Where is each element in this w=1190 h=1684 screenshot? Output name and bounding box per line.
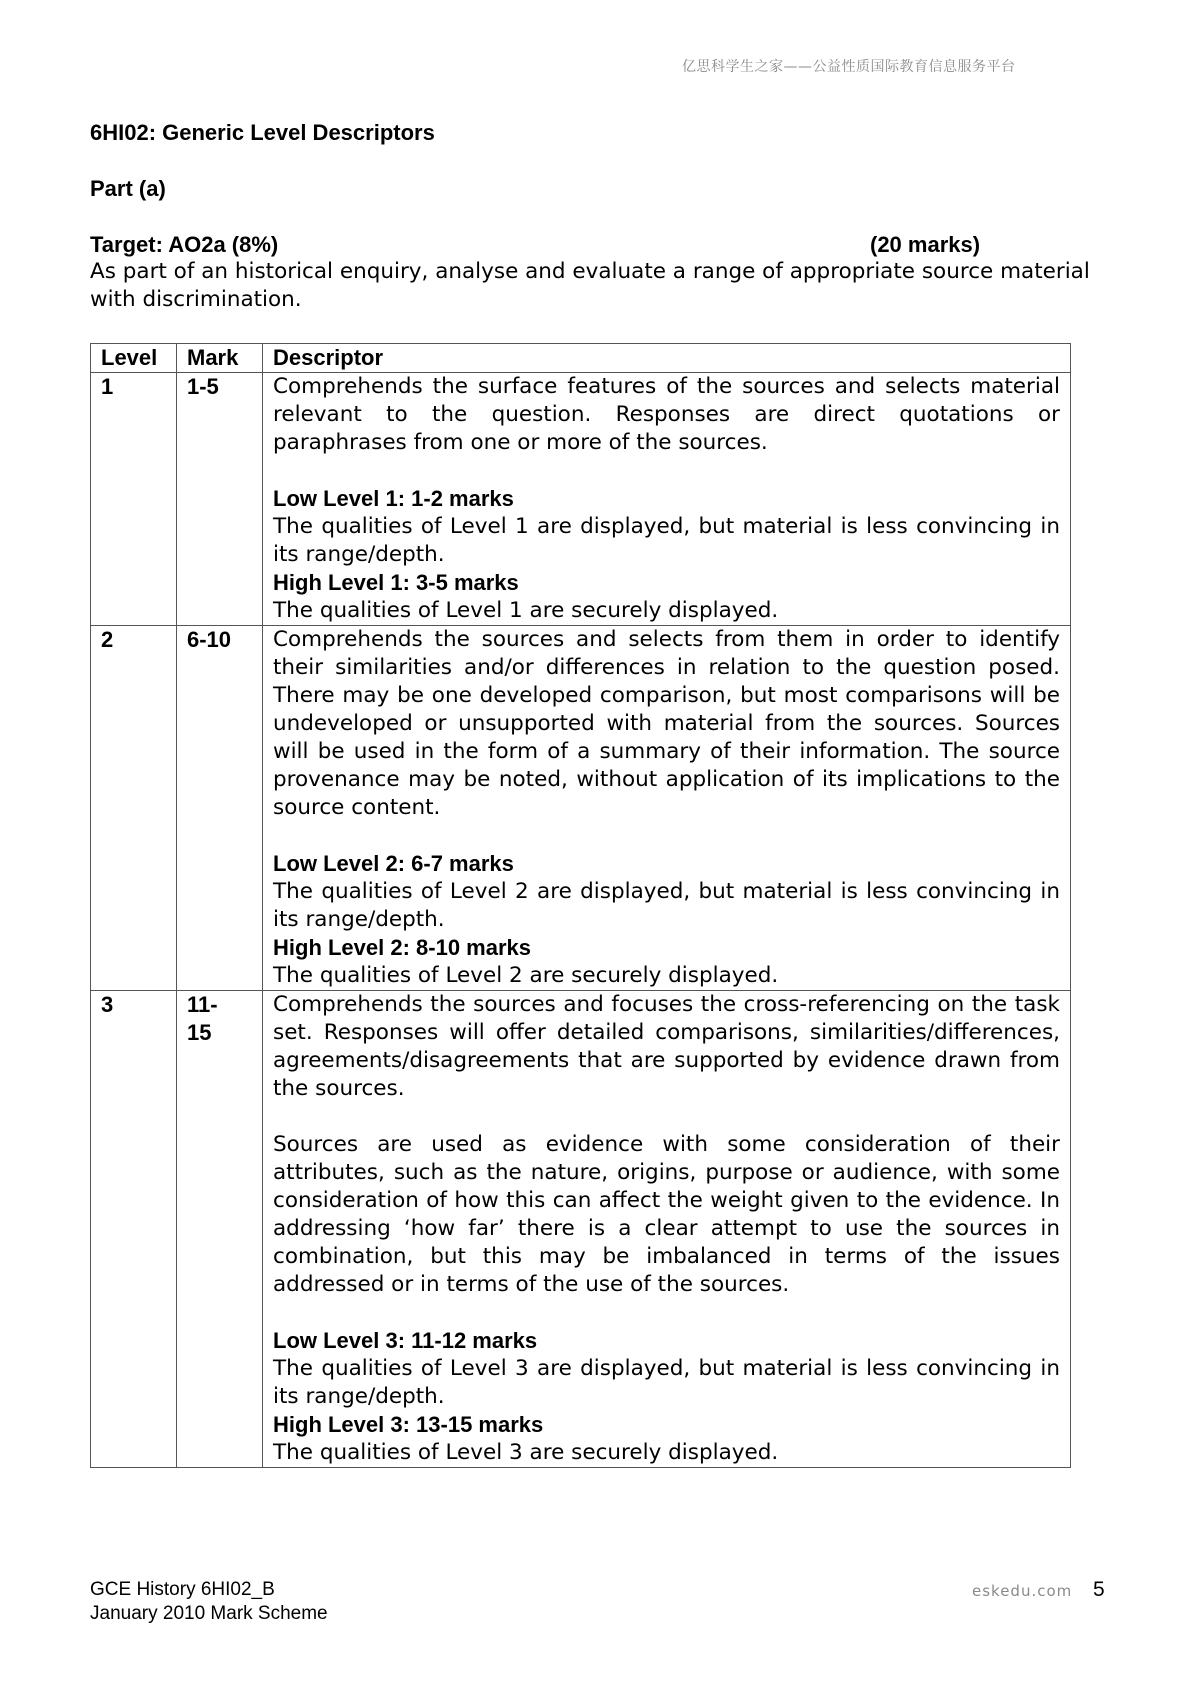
intro-text: As part of an historical enquiry, analyse and evaluate a range of appropriate source material with discrimination.	[90, 259, 1090, 312]
header-descriptor: Descriptor	[263, 344, 1071, 373]
descriptor-cell	[263, 373, 1071, 626]
descriptor-text: Comprehends the sources and focuses the cross-referencing on the task set. Responses will offer detailed comparisons, similarities/differences, agreements/disagreements that are supported by evidence drawn from the sources.	[273, 992, 1060, 1101]
mark-range: 6-10	[187, 627, 232, 652]
footer-site: eskedu.com	[972, 1582, 1073, 1600]
high-level-heading: High Level 2: 8-10 marks	[273, 935, 532, 960]
low-level-heading: Low Level 3: 11-12 marks	[273, 1328, 538, 1353]
header-watermark: 亿思科学生之家——公益性质国际教育信息服务平台	[682, 59, 1016, 75]
low-level-heading: Low Level 1: 1-2 marks	[273, 486, 514, 511]
table-row	[91, 626, 1071, 991]
high-level-text: The qualities of Level 2 are securely displayed.	[273, 963, 779, 988]
table-row	[91, 373, 1071, 626]
high-level-text: The qualities of Level 1 are securely displayed.	[273, 598, 779, 623]
level-cell: 3	[91, 991, 177, 1468]
high-level-text: The qualities of Level 3 are securely displayed.	[273, 1440, 779, 1465]
low-level-text: The qualities of Level 3 are displayed, but material is less convincing in its range/depth.	[273, 1356, 1060, 1409]
level-descriptor-table	[90, 343, 1071, 1468]
part-heading: Part (a)	[90, 176, 166, 201]
header-level: Level	[91, 344, 177, 373]
descriptor-text: Comprehends the surface features of the sources and selects material relevant to the question. Responses are direct quotations or paraphrases from one or more of the sources.	[273, 374, 1060, 455]
high-level-heading: High Level 1: 3-5 marks	[273, 570, 519, 595]
low-level-heading: Low Level 2: 6-7 marks	[273, 851, 514, 876]
low-level-text: The qualities of Level 1 are displayed, but material is less convincing in its range/depth.	[273, 514, 1060, 567]
descriptor-text: Sources are used as evidence with some consideration of their attributes, such as the nature, origins, purpose or audience, with some consideration of how this can affect the weight given to the evidence. In addressing ‘how far’ there is a clear attempt to use the sources in combination, but this may be imbalanced in terms of the issues addressed or in terms of the use of the sources.	[273, 1132, 1060, 1297]
descriptor-text: Comprehends the sources and selects from them in order to identify their similarities and/or differences in relation to the question posed. There may be one developed comparison, but most comparisons will be undeveloped or unsupported with material from the sources. Sources will be used in the form of a summary of their information. The source provenance may be noted, without application of its implications to the source content.	[273, 627, 1060, 820]
mark-range: 1-5	[187, 374, 219, 399]
mark-cell	[177, 626, 263, 991]
mark-range-start: 11-	[187, 992, 218, 1017]
mark-range-end: 15	[187, 1020, 212, 1045]
footer-scheme: January 2010 Mark Scheme	[90, 1603, 328, 1624]
descriptor-cell	[263, 991, 1071, 1468]
footer-course: GCE History 6HI02_B	[90, 1579, 275, 1600]
level-cell: 1	[91, 373, 177, 626]
page-number: 5	[1093, 1578, 1105, 1601]
mark-cell	[177, 991, 263, 1468]
footer	[90, 1578, 328, 1626]
document-title: 6HI02: Generic Level Descriptors	[90, 120, 435, 145]
low-level-text: The qualities of Level 2 are displayed, but material is less convincing in its range/depth.	[273, 879, 1060, 932]
target-label: Target: AO2a (8%)	[90, 232, 279, 257]
table-row	[91, 991, 1071, 1468]
table-header-row	[91, 344, 1071, 373]
mark-cell	[177, 373, 263, 626]
descriptor-cell	[263, 626, 1071, 991]
level-cell: 2	[91, 626, 177, 991]
header-mark: Mark	[177, 344, 263, 373]
high-level-heading: High Level 3: 13-15 marks	[273, 1412, 544, 1437]
total-marks: (20 marks)	[870, 232, 981, 257]
